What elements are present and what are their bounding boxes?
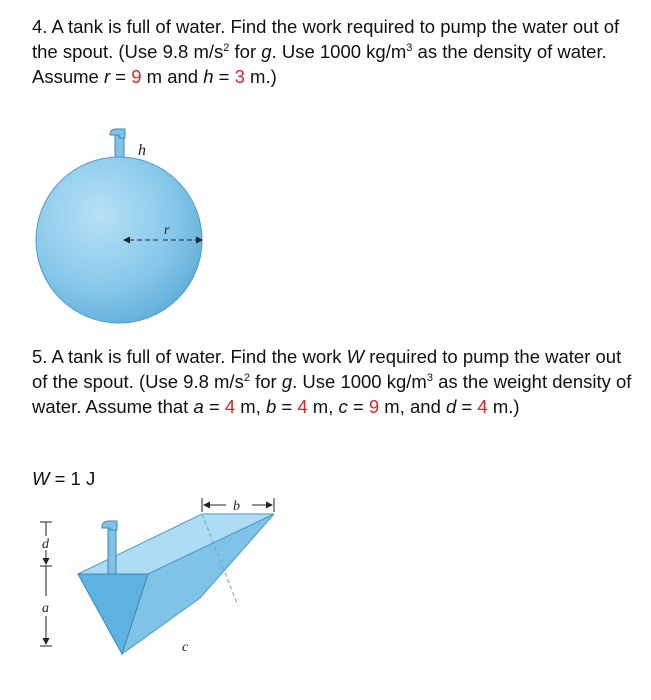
a-label: a: [42, 601, 49, 616]
question-4-text: 4. A tank is full of water. Find the work required to pump the water out of the spout. (Use 9.8 $m/s^2$ for g. Use 1000 $kg/m^3$ as the density of water. Assume r = 9 m and h = 3 m.): [32, 16, 620, 87]
c-value: 9: [368, 396, 380, 417]
trough-tank-figure: [30, 488, 320, 668]
d-value: 4: [477, 396, 488, 417]
spherical-tank-figure: [30, 125, 220, 335]
b-label: b: [233, 499, 240, 514]
trough-spout-pipe: [108, 524, 116, 574]
trough-spout-cap: [102, 521, 117, 530]
a-value: 4: [224, 396, 236, 417]
answer-line: W = 1 J: [32, 468, 96, 489]
question-5-text: 5. A tank is full of water. Find the work W required to pump the water out of the spout. (Use 9.8 $m/s^2$ for g. Use 1000 $kg/m^3$ as the weight density of water. Assume that a = 4 m, b = 4 m, c = 9 m, and d = 4 m.): [32, 346, 632, 417]
b-value: 4: [297, 396, 308, 417]
d-label: d: [42, 537, 49, 552]
h-label: h: [138, 142, 146, 159]
c-label: c: [182, 640, 189, 655]
r-label: r: [164, 223, 170, 238]
r-value: 9: [131, 66, 142, 87]
h-value: 3: [234, 66, 245, 87]
sphere: [36, 157, 202, 323]
